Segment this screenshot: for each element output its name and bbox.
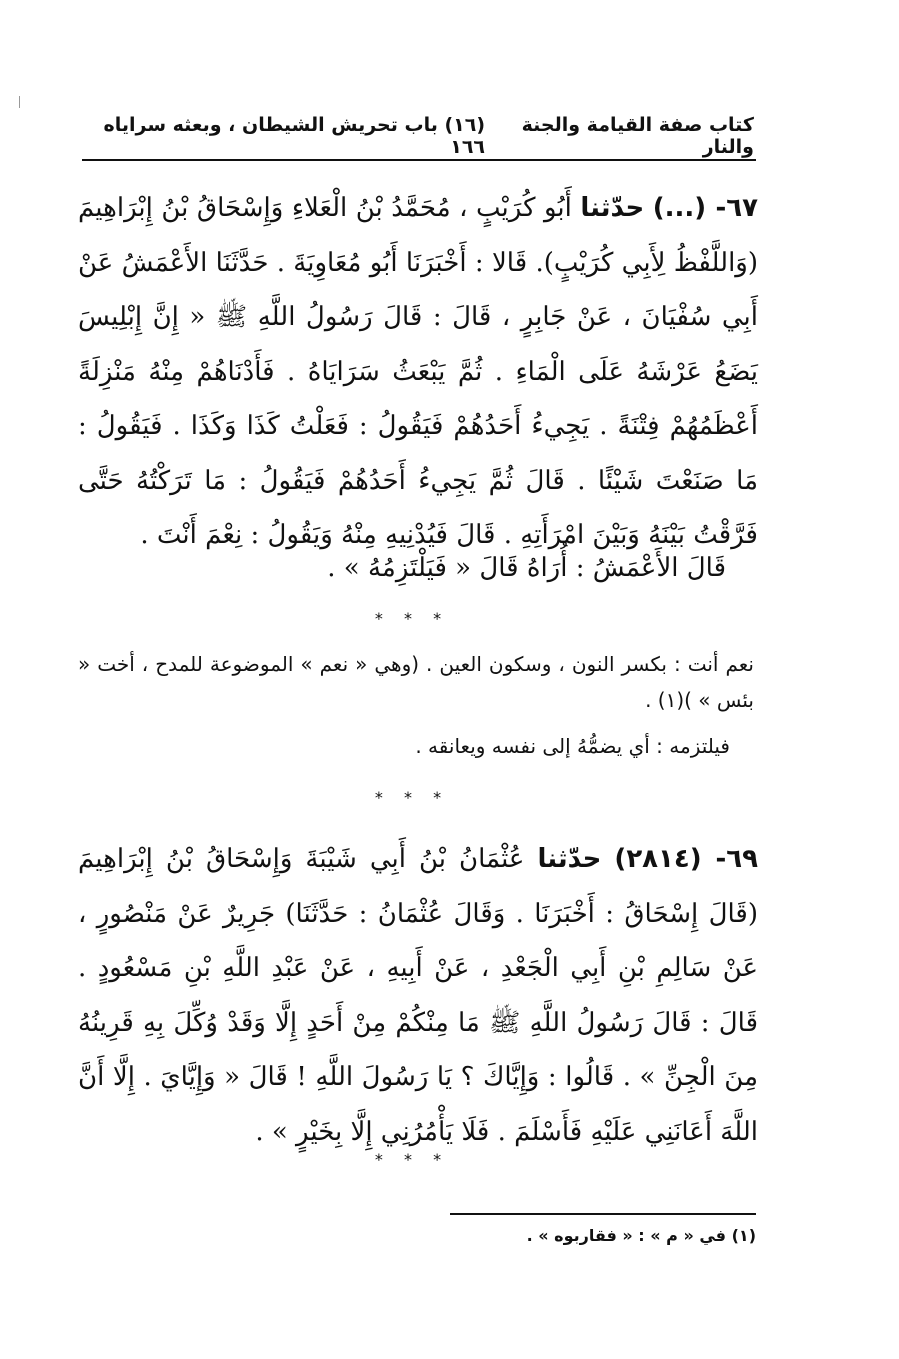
separator-3: * * *	[374, 1150, 450, 1169]
hadith-69-number: ٦٩- (٢٨١٤)	[614, 844, 759, 874]
hadith-67	[78, 181, 758, 563]
header-book-title: كتاب صفة القيامة والجنة والنار	[521, 114, 754, 158]
note-yaltazimuh	[78, 728, 730, 764]
amash-comment	[78, 541, 726, 596]
header-left	[82, 114, 485, 158]
hadith-69	[78, 832, 758, 1159]
amash-comment-text: قَالَ الأَعْمَشُ : أُرَاهُ قَالَ « فَيَلْتَزِمُهُ » .	[327, 553, 726, 583]
note-naam	[78, 646, 754, 718]
note-naam-text: نعم أنت : بكسر النون ، وسكون العين . (وهي « نعم » الموضوعة للمدح ، أخت « بئس » )(١) .	[78, 652, 754, 712]
header-chapter: (١٦) باب تحريش الشيطان ، وبعثه سراياه	[103, 114, 486, 136]
hadith-67-number: ٦٧- (...)	[652, 193, 759, 223]
separator-2: * * *	[374, 788, 450, 807]
separator-1: * * *	[374, 609, 450, 628]
hadith-69-haddathana: حدّثنا	[537, 844, 602, 874]
running-header	[82, 114, 754, 158]
footnote-rule	[450, 1213, 756, 1215]
scan-mark	[19, 96, 20, 108]
hadith-69-text: عُثْمَانُ بْنُ أَبِي شَيْبَةَ وَإِسْحَاقُ بْنُ إِبْرَاهِيمَ (قَالَ إِسْحَاقُ : أَخْبَرَنَا . وَقَالَ عُثْمَانُ : حَدَّثَنَا) جَرِيرٌ عَنْ مَنْصُورٍ ، عَنْ سَالِمِ بْنِ أَبِي الْجَعْدِ ، عَنْ أَبِيهِ ، عَنْ عَبْدِ اللَّهِ بْنِ مَسْعُودٍ . قَالَ : قَالَ رَسُولُ اللَّهِ ﷺ مَا مِنْكُمْ مِنْ أَحَدٍ إِلَّا وَقَدْ وُكِّلَ بِهِ قَرِينُهُ مِنَ الْجِنِّ » . قَالُوا : وَإِيَّاكَ ؟ يَا رَسُولَ اللَّهِ ! قَالَ « وَإِيَّايَ . إِلَّا أَنَّ اللَّهَ أَعَانَنِي عَلَيْهِ فَأَسْلَمَ . فَلَا يَأْمُرُنِي إِلَّا بِخَيْرٍ » .	[78, 844, 758, 1147]
hadith-67-text: أَبُو كُرَيْبٍ ، مُحَمَّدُ بْنُ الْعَلاءِ وَإِسْحَاقُ بْنُ إِبْرَاهِيمَ (وَاللَّفْظُ لِأَبِي كُرَيْبٍ). قَالا : أَخْبَرَنَا أَبُو مُعَاوِيَةَ . حَدَّثَنَا الأَعْمَشُ عَنْ أَبِي سُفْيَانَ ، عَنْ جَابِرٍ ، قَالَ : قَالَ رَسُولُ اللَّهِ ﷺ « إِنَّ إِبْلِيسَ يَضَعُ عَرْشَهُ عَلَى الْمَاءِ . ثُمَّ يَبْعَثُ سَرَايَاهُ . فَأَدْنَاهُمْ مِنْهُ مَنْزِلَةً أَعْظَمُهُمْ فِتْنَةً . يَجِيءُ أَحَدُهُمْ فَيَقُولُ : فَعَلْتُ كَذَا وَكَذَا . فَيَقُولُ : مَا صَنَعْتَ شَيْئًا . قَالَ ثُمَّ يَجِيءُ أَحَدُهُمْ فَيَقُولُ : مَا تَرَكْتُهُ حَتَّى فَرَّقْتُ بَيْنَهُ وَبَيْنَ امْرَأَتِهِ . قَالَ فَيُدْنِيهِ مِنْهُ وَيَقُولُ : نِعْمَ أَنْتَ .	[78, 193, 758, 550]
hadith-67-haddathana: حدّثنا	[580, 193, 645, 223]
page-number: ١٦٦	[450, 136, 486, 158]
footnote: (١) في « م » : « فقاربوه » .	[526, 1226, 756, 1245]
header-rule	[82, 159, 756, 161]
note-yaltazimuh-text: فيلتزمه : أي يضمُّهُ إلى نفسه ويعانقه .	[415, 734, 730, 758]
